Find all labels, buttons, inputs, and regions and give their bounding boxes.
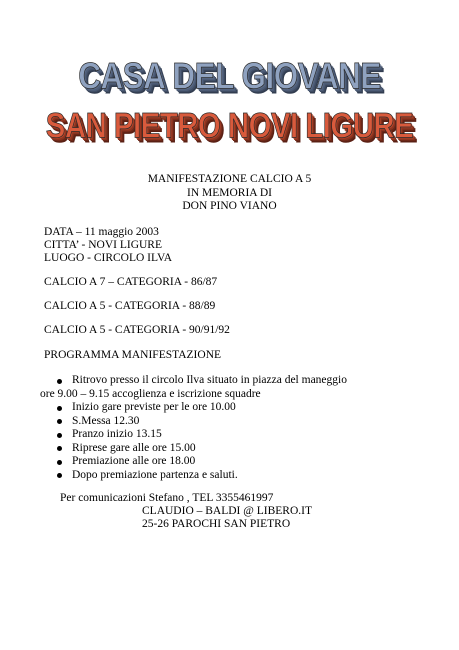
list-item: Ritrovo presso il circolo Ilva situato in piazza del maneggio (44, 374, 347, 388)
bullet-icon (57, 419, 62, 424)
programma-list (40, 374, 347, 482)
detail-data: DATA – 11 maggio 2003 (44, 226, 159, 238)
programma-title: PROGRAMMA MANIFESTAZIONE (44, 349, 222, 361)
list-item-continuation: ore 9.00 – 9.15 accoglienza e iscrizione squadre (40, 387, 261, 400)
list-item: Inizio gare previste per le ore 10.00 (44, 401, 347, 415)
intro-line-1: MANIFESTAZIONE CALCIO A 5 (147, 173, 312, 185)
intro-line-2: IN MEMORIA DI (187, 186, 272, 199)
detail-luogo: LUOGO - CIRCOLO ILVA (44, 252, 173, 264)
bullet-icon (57, 473, 62, 478)
bullet-icon (57, 406, 62, 411)
list-item: Riprese gare alle ore 15.00 (44, 442, 347, 456)
detail-citta: CITTA’ - NOVI LIGURE (44, 239, 162, 251)
list-item: Dopo premiazione partenza e saluti. (44, 469, 347, 483)
list-item: Premiazione alle ore 18.00 (44, 455, 347, 469)
category-3: CALCIO A 5 - CATEGORIA - 90/91/92 (44, 324, 230, 336)
bullet-icon (57, 460, 62, 465)
contact-line-3: 25-26 PAROCHI SAN PIETRO (142, 518, 291, 530)
list-item: S.Messa 12.30 (44, 415, 347, 429)
title-line-2: SAN PIETRO NOVI LIGURE (45, 106, 414, 145)
bullet-icon (57, 379, 62, 384)
bullet-icon (57, 433, 62, 438)
list-item: Pranzo inizio 13.15 (44, 428, 347, 442)
category-1: CALCIO A 7 – CATEGORIA - 86/87 (44, 276, 218, 288)
intro-line-3: DON PINO VIANO (182, 200, 277, 212)
title-line-1: CASA DEL GIOVANE (78, 55, 381, 97)
contact-line-1: Per comunicazioni Stefano , TEL 3355461997 (60, 492, 274, 504)
category-2: CALCIO A 5 - CATEGORIA - 88/89 (44, 300, 216, 312)
contact-line-2: CLAUDIO – BALDI @ LIBERO.IT (142, 505, 312, 517)
intro-block (0, 173, 459, 214)
bullet-icon (57, 446, 62, 451)
